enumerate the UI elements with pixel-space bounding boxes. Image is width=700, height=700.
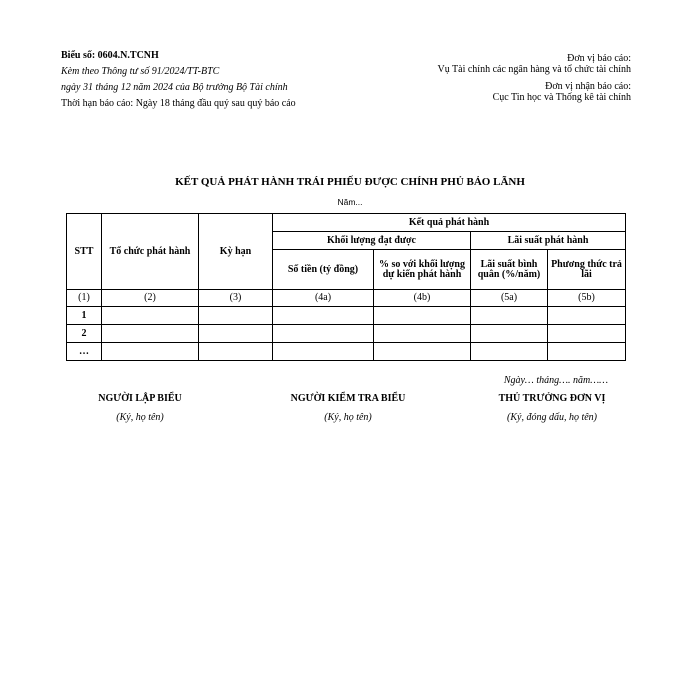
sign-date-line: Ngày… tháng…. năm……: [503, 375, 608, 386]
signature-head: [457, 393, 647, 423]
table-cell: [548, 343, 626, 361]
table-cell: [199, 325, 273, 343]
report-table: [66, 213, 626, 361]
index-cell: (5a): [471, 290, 548, 307]
col-avg-rate-header: Lãi suất bình quân (%/năm): [471, 250, 548, 290]
table-cell: [471, 307, 548, 325]
table-row: [67, 307, 626, 325]
form-code-label: Biểu số:: [61, 50, 96, 61]
form-code: 0604.N.TCNH: [97, 50, 159, 61]
table-cell: [273, 307, 374, 325]
receiving-unit-label: Đơn vị nhận báo cáo:: [545, 81, 631, 92]
row-stt: …: [67, 343, 102, 361]
circular-line-2: ngày 31 tháng 12 năm 2024 của Bộ trưởng Bộ Tài chính: [61, 82, 288, 93]
report-title: KẾT QUẢ PHÁT HÀNH TRÁI PHIẾU ĐƯỢC CHÍNH PHỦ BẢO LÃNH: [175, 176, 525, 188]
checker-title: NGƯỜI KIỂM TRA BIỂU: [290, 393, 406, 404]
header-left: [61, 50, 311, 114]
table-cell: [199, 307, 273, 325]
group-rate-header: Lãi suất phát hành: [471, 232, 626, 250]
col-amount-header: Số tiền (tỷ đồng): [273, 250, 374, 290]
col-issuer-header: Tổ chức phát hành: [102, 214, 199, 290]
index-cell: (4b): [374, 290, 471, 307]
table-cell: [102, 343, 199, 361]
reporting-unit: Vụ Tài chính các ngân hàng và tổ chức tài chính: [437, 64, 631, 75]
head-note: (Ký, đóng dấu, họ tên): [507, 412, 597, 423]
index-cell: (2): [102, 290, 199, 307]
receiving-unit: Cục Tin học và Thống kê tài chính: [492, 92, 631, 103]
col-percent-header: % so với khối lượng dự kiến phát hành: [374, 250, 471, 290]
row-stt: 1: [67, 307, 102, 325]
group-result-header: Kết quả phát hành: [273, 214, 626, 232]
table-cell: [374, 325, 471, 343]
table-cell: [374, 307, 471, 325]
group-volume-header: Khối lượng đạt được: [273, 232, 471, 250]
col-payment-header: Phương thức trả lãi: [548, 250, 626, 290]
report-year: Năm...: [337, 197, 363, 207]
index-cell: (1): [67, 290, 102, 307]
table-cell: [102, 307, 199, 325]
receiving-unit-block: [371, 81, 631, 103]
preparer-note: (Ký, họ tên): [116, 412, 164, 423]
reporting-unit-block: [371, 53, 631, 75]
table-row: [67, 343, 626, 361]
table-cell: [102, 325, 199, 343]
head-title: THỦ TRƯỞNG ĐƠN VỊ: [498, 393, 606, 404]
table-cell: [548, 325, 626, 343]
table-cell: [273, 325, 374, 343]
col-term-header: Kỳ hạn: [199, 214, 273, 290]
col-stt-header: STT: [67, 214, 102, 290]
table-cell: [471, 325, 548, 343]
header-right: [371, 53, 631, 109]
table-row: [67, 325, 626, 343]
preparer-title: NGƯỜI LẬP BIỂU: [98, 393, 182, 404]
index-cell: (3): [199, 290, 273, 307]
checker-note: (Ký, họ tên): [324, 412, 372, 423]
index-cell: (4a): [273, 290, 374, 307]
form-code-line: [61, 50, 311, 61]
circular-line-1: Kèm theo Thông tư số 91/2024/TT-BTC: [61, 66, 220, 77]
signature-checker: [253, 393, 443, 423]
table-cell: [199, 343, 273, 361]
table-cell: [374, 343, 471, 361]
index-cell: (5b): [548, 290, 626, 307]
table-cell: [548, 307, 626, 325]
reporting-unit-label: Đơn vị báo cáo:: [567, 53, 631, 64]
report-deadline: Thời hạn báo cáo: Ngày 18 tháng đầu quý sau quý báo cáo: [61, 98, 296, 109]
signature-preparer: [45, 393, 235, 423]
row-stt: 2: [67, 325, 102, 343]
table-cell: [471, 343, 548, 361]
table-cell: [273, 343, 374, 361]
